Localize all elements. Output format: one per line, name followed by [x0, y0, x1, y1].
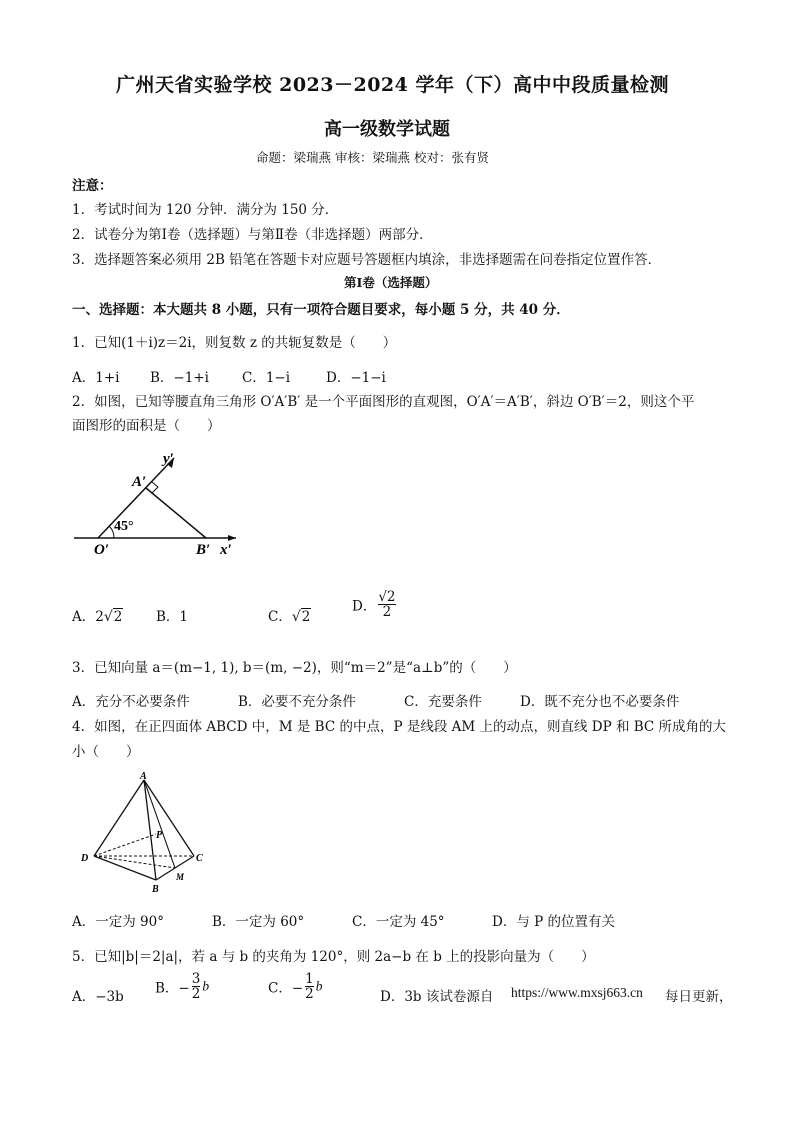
q5-option-b-den: 2	[191, 986, 201, 1003]
note-3: 3．选择题答案必须用 2B 铅笔在答题卡对应题号答题框内填涂，非选择题需在问卷指定位置作答．	[72, 252, 662, 268]
segment-dm	[94, 856, 175, 868]
q5-option-b	[155, 972, 209, 1001]
q2-option-b: B．1	[156, 609, 189, 625]
label-c: C	[196, 853, 203, 864]
q2-figure	[70, 450, 250, 565]
source-url: https://www.mxsj663.cn	[511, 985, 643, 1000]
q4-figure	[76, 770, 216, 895]
x-axis-arrow	[228, 535, 236, 541]
q3-option-b: B．必要不充分条件	[238, 694, 356, 710]
q3-text: 3．已知向量 a＝(m−1, 1), b＝(m, −2)，则“m＝2”是“a⊥b”的（ ）	[72, 660, 517, 676]
label-angle: 45°	[114, 519, 134, 534]
q5-option-b-num: 3	[191, 971, 201, 987]
q2-option-a-prefix: A．2	[72, 609, 104, 625]
q4-line2: 小（ ）	[72, 744, 140, 760]
q4-option-b: B．一定为 60°	[212, 914, 305, 930]
q4-option-c: C．一定为 45°	[352, 914, 445, 930]
q5-text: 5．已知|b|＝2|a|，若 a 与 b 的夹角为 120°，则 2a−b 在 b 上的投影向量为（ ）	[72, 949, 595, 965]
q2-option-d-prefix: D．	[352, 598, 377, 615]
q1-option-d: D．−1−i	[326, 370, 386, 386]
section-heading: 一、选择题：本大题共 8 小题，只有一项符合题目要求，每小题 5 分，共 40 分．	[72, 302, 570, 318]
q2-option-d-fraction	[378, 590, 395, 619]
q5-option-c-prefix: C．−	[268, 980, 304, 997]
q2-line2: 面图形的面积是（ ）	[72, 418, 221, 434]
q5-option-b-fraction	[192, 972, 201, 1001]
segment-dp	[94, 834, 156, 856]
q5-option-d: D．3b 该试卷源自	[380, 989, 494, 1005]
q3-option-d: D．既不充分也不必要条件	[520, 694, 680, 710]
q4-option-a: A．一定为 90°	[72, 914, 164, 930]
exam-title: 广州天省实验学校 2023－2024 学年（下）高中中段质量检测	[116, 74, 669, 96]
q5-option-c-suffix: b	[315, 978, 323, 994]
q1-text: 1．已知(1＋i)z＝2i，则复数 z 的共轭复数是（ ）	[72, 335, 397, 351]
note-1: 1．考试时间为 120 分钟．满分为 150 分．	[72, 202, 339, 218]
side-ab	[146, 488, 206, 538]
q2-option-d-den: 2	[382, 604, 392, 621]
source-tail: 每日更新，	[665, 989, 733, 1005]
q5-option-a: A．−3b	[72, 989, 124, 1005]
edge-ad	[94, 780, 144, 856]
exam-subtitle: 高一级数学试题	[324, 119, 450, 140]
q2-option-a-root: 2	[113, 609, 123, 625]
label-y: y′	[163, 451, 174, 467]
note-2: 2．试卷分为第Ⅰ卷（选择题）与第Ⅱ卷（非选择题）两部分．	[72, 227, 433, 243]
label-d: D	[81, 853, 89, 864]
label-b: B	[152, 884, 159, 895]
q3-option-a: A．充分不必要条件	[72, 694, 190, 710]
q2-option-d-num: √2	[378, 589, 396, 605]
q1-option-a: A．1+i	[72, 370, 120, 386]
q2-option-c-prefix: C．	[268, 609, 292, 625]
q2-option-c-root: 2	[301, 609, 311, 625]
right-angle-mark	[152, 482, 158, 493]
q3-option-c: C．充要条件	[404, 694, 482, 710]
q2-option-d	[352, 590, 398, 619]
label-a: A	[140, 771, 147, 782]
label-o: O′	[94, 542, 110, 558]
q2-option-a: A．2√2	[72, 609, 123, 625]
notes-heading: 注意：	[72, 178, 113, 194]
q2-line1: 2．如图，已知等腰直角三角形 O′A′B′ 是一个平面图形的直观图，O′A′＝A′B′，斜边 O′B′＝2，则这个平	[72, 394, 695, 410]
exam-credits: 命题：梁瑞燕 审核：梁瑞燕 校对：张有贤	[256, 150, 489, 165]
label-m: M	[176, 872, 185, 882]
q4-option-d: D．与 P 的位置有关	[492, 914, 615, 930]
q5-option-b-prefix: B．−	[155, 980, 190, 997]
q1-option-c: C．1−i	[242, 370, 291, 386]
q5-option-c	[268, 972, 323, 1001]
q5-option-b-suffix: b	[202, 978, 210, 994]
q1-option-b: B．−1+i	[150, 370, 209, 386]
q5-option-c-den: 2	[305, 986, 314, 1003]
q2-option-c: C．√2	[268, 609, 311, 625]
label-a: A′	[132, 474, 147, 490]
label-b: B′	[196, 542, 211, 558]
q5-option-c-num: 1	[305, 971, 314, 987]
label-p: P	[156, 830, 163, 841]
q5-option-c-fraction	[305, 972, 314, 1001]
q4-line1: 4．如图，在正四面体 ABCD 中，M 是 BC 的中点，P 是线段 AM 上的动点，则直线 DP 和 BC 所成角的大	[72, 719, 727, 735]
section-title: 第Ⅰ卷（选择题）	[344, 275, 438, 290]
label-x: x′	[220, 542, 232, 558]
edge-db	[94, 856, 156, 880]
